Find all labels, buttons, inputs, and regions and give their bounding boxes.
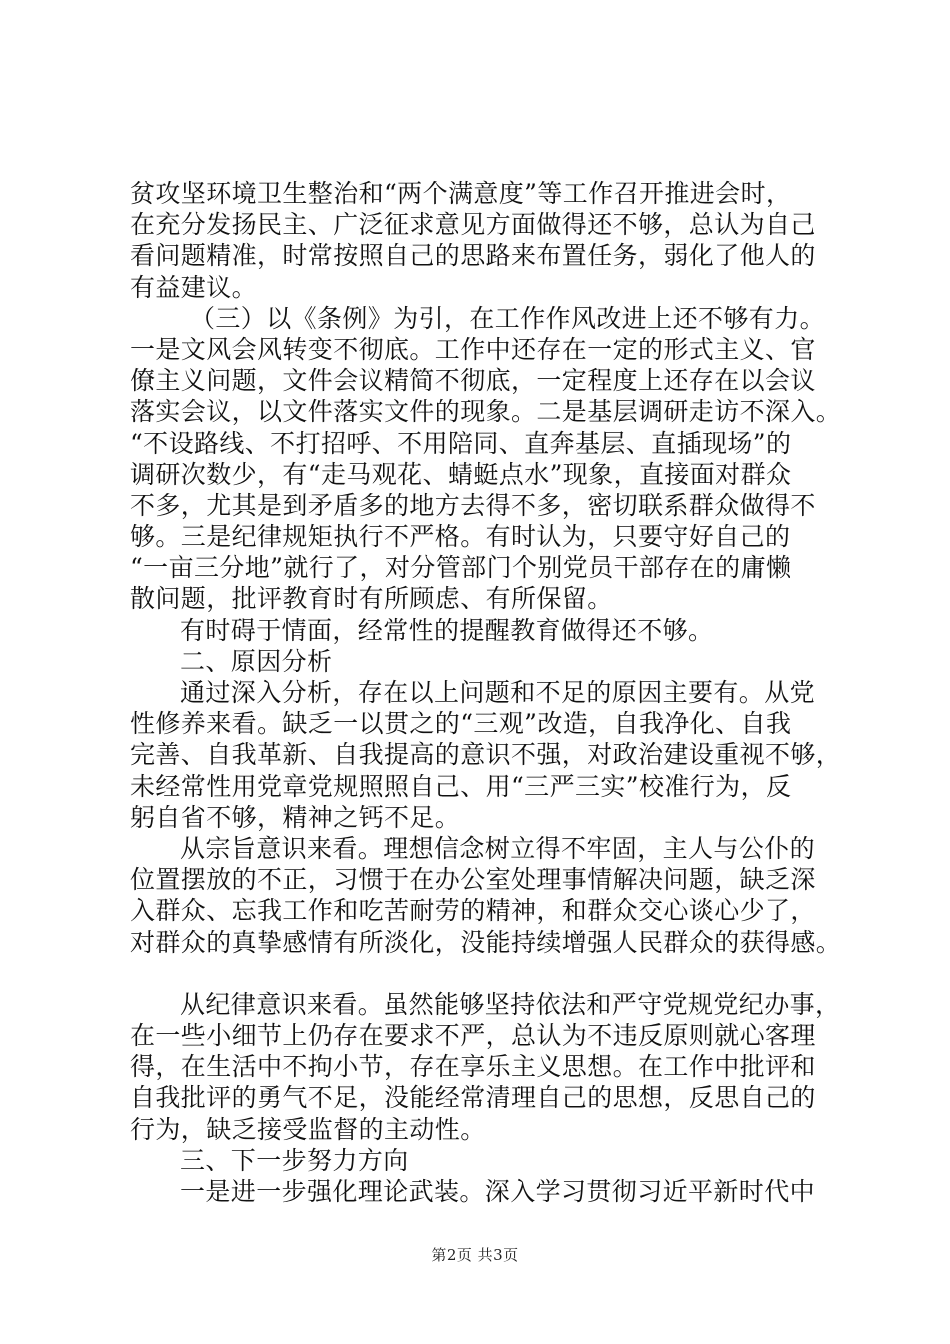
document-body [130, 178, 842, 1207]
section-heading: 二、原因分析 [180, 646, 333, 676]
page-number-footer: 第2页 共3页 [431, 1246, 519, 1264]
paragraph-line: 一是进一步强化理论武装。深入学习贯彻习近平新时代中 [180, 1177, 816, 1206]
paragraph-line: 看问题精准，时常按照自己的思路来布置任务，弱化了他人的 [130, 241, 816, 271]
paragraph-line: 躬自省不够，精神之钙不足。 [130, 802, 461, 832]
paragraph-line: “一亩三分地”就行了，对分管部门个别党员干部存在的庸懒 [130, 553, 792, 583]
paragraph-line: 落实会议，以文件落实文件的现象。二是基层调研走访不深入。 [130, 397, 842, 427]
paragraph-line: 位置摆放的不正，习惯于在办公室处理事情解决问题，缺乏深 [130, 865, 816, 895]
paragraph-line: 通过深入分析，存在以上问题和不足的原因主要有。从党 [180, 678, 816, 707]
paragraph-line: 自我批评的勇气不足，没能经常清理自己的思想，反思自己的 [130, 1083, 816, 1113]
paragraph-line: 贫攻坚环境卫生整治和“两个满意度”等工作召开推进会时， [130, 179, 792, 208]
paragraph-line: 入群众、忘我工作和吃苦耐劳的精神，和群众交心谈心少了， [130, 896, 816, 926]
paragraph-line: 不多，尤其是到矛盾多的地方去得不多，密切联系群众做得不 [130, 490, 816, 520]
paragraph-line: 调研次数少，有“走马观花、蜻蜓点水”现象，直接面对群众 [130, 459, 792, 489]
paragraph-line: 从宗旨意识来看。理想信念树立得不牢固，主人与公仆的 [180, 833, 816, 863]
paragraph-line: 行为，缺乏接受监督的主动性。 [130, 1114, 486, 1144]
paragraph-line: 在充分发扬民主、广泛征求意见方面做得还不够，总认为自己 [130, 210, 816, 240]
paragraph-line: 完善、自我革新、自我提高的意识不强，对政治建设重视不够， [130, 740, 842, 770]
paragraph-line: 对群众的真挚感情有所淡化，没能持续增强人民群众的获得感。 [130, 927, 842, 957]
paragraph-line: 在一些小细节上仍存在要求不严，总认为不违反原则就心客理 [130, 1021, 816, 1051]
section-heading: 三、下一步努力方向 [180, 1145, 409, 1175]
paragraph-line: 僚主义问题，文件会议精简不彻底，一定程度上还存在以会议 [130, 366, 816, 396]
paragraph-line: 一是文风会风转变不彻底。工作中还存在一定的形式主义、官 [130, 334, 816, 364]
paragraph-line: 性修养来看。缺乏一以贯之的“三观”改造，自我净化、自我 [130, 709, 792, 739]
paragraph-line: 有时碍于情面，经常性的提醒教育做得还不够。 [180, 615, 714, 645]
section-heading-line: （三）以《条例》为引，在工作作风改进上还不够有力。 [190, 303, 826, 333]
paragraph-line: 从纪律意识来看。虽然能够坚持依法和严守党规党纪办事， [180, 989, 841, 1019]
paragraph-line: 得，在生活中不拘小节，存在享乐主义思想。在工作中批评和 [130, 1052, 816, 1082]
paragraph-line: 散问题，批评教育时有所顾虑、有所保留。 [130, 584, 613, 614]
paragraph-spacer [130, 958, 842, 989]
paragraph-line: “不设路线、不打招呼、不用陪同、直奔基层、直插现场”的 [130, 428, 792, 458]
paragraph-line: 有益建议。 [130, 272, 258, 302]
paragraph-line: 未经常性用党章党规照照自己、用“三严三实”校准行为，反 [130, 771, 792, 801]
paragraph-line: 够。三是纪律规矩执行不严格。有时认为，只要守好自己的 [130, 522, 791, 552]
